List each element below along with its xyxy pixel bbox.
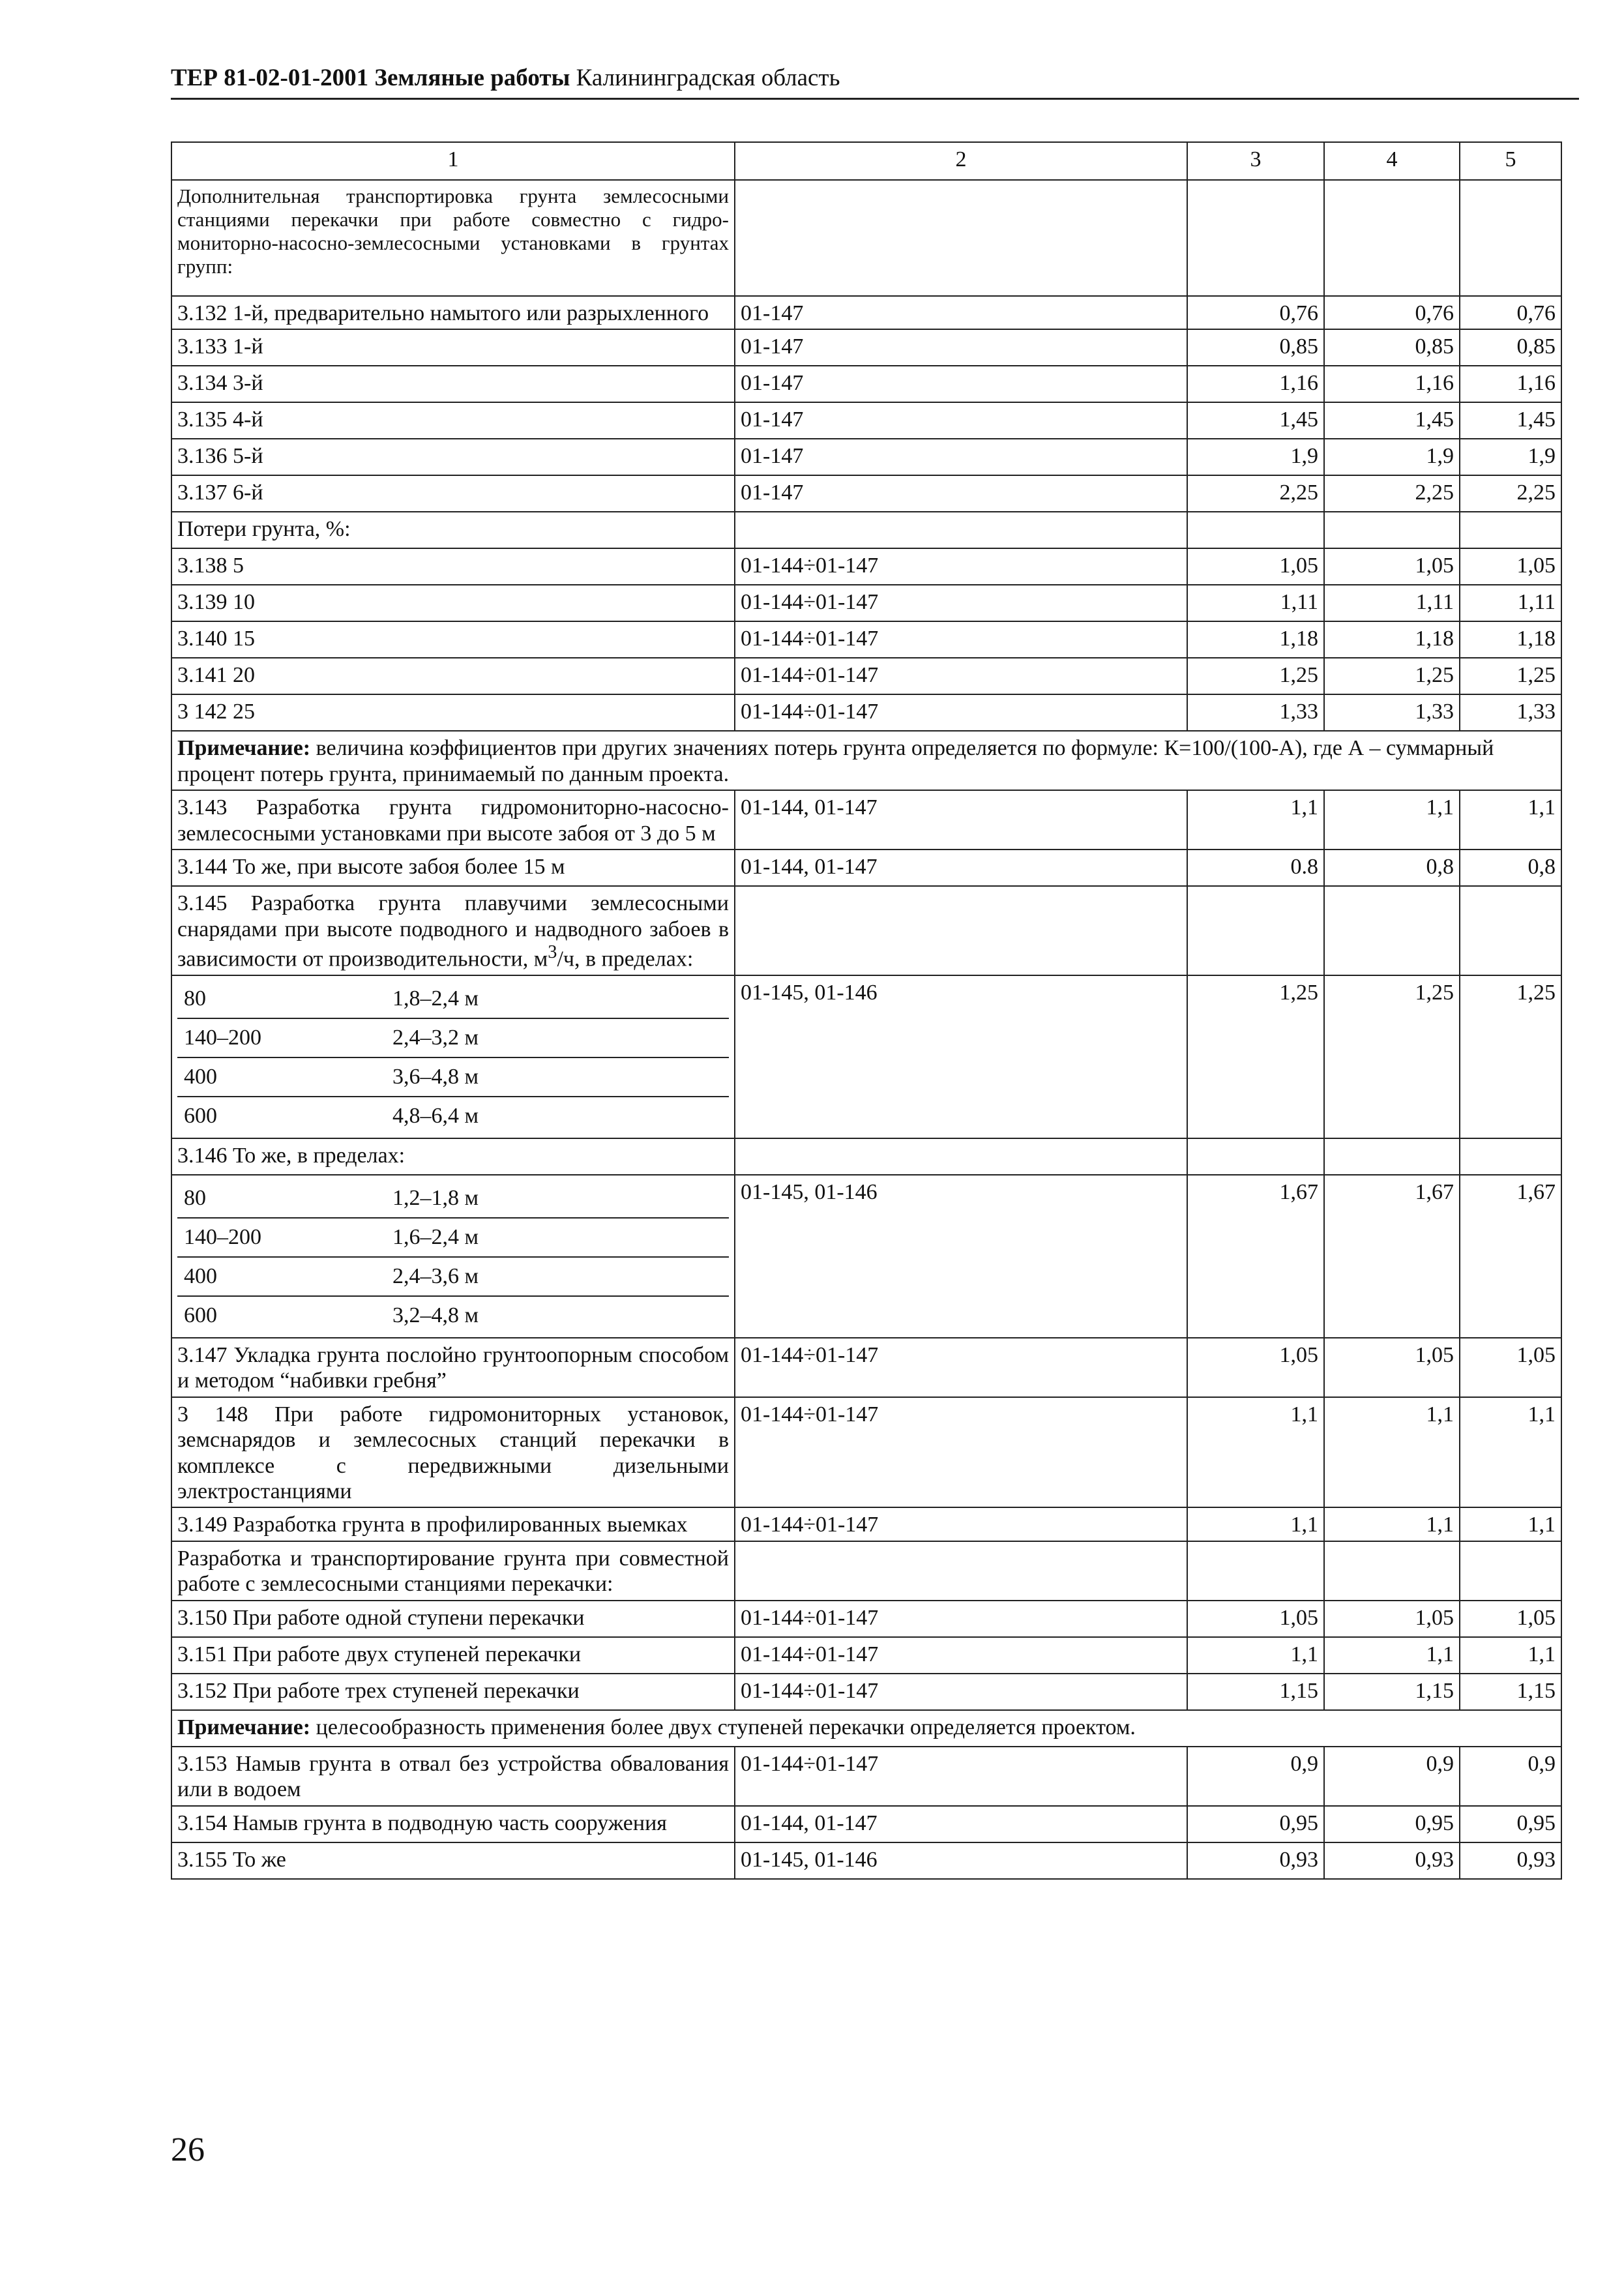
table-row [171, 1338, 1561, 1397]
face-height: 2,4–3,2 м [392, 1026, 479, 1050]
row-code: 01-147 [735, 366, 1187, 402]
row-name: 3.151 При работе двух ступеней перекачки [171, 1637, 735, 1674]
row-value-4: 0,85 [1324, 329, 1460, 366]
table-row [171, 790, 1561, 850]
table-row [171, 1507, 1561, 1541]
table-row [171, 548, 1561, 585]
note [171, 1710, 1561, 1747]
section-title: Разработка и транспортирование грунта при совместной работе с землесосными станциями перекачки: [171, 1541, 735, 1601]
face-height: 1,6–2,4 м [392, 1225, 479, 1250]
row-code: 01-147 [735, 439, 1187, 475]
row-code: 01-144÷01-147 [735, 1601, 1187, 1637]
row-name: 3.155 То же [171, 1842, 735, 1879]
note-label: Примечание: [177, 736, 311, 761]
sub-row [177, 1219, 729, 1258]
row-value-4: 1,16 [1324, 366, 1460, 402]
table-header-row [171, 142, 1561, 180]
row-value-3: 0,76 [1187, 296, 1324, 329]
face-height: 3,6–4,8 м [392, 1065, 479, 1089]
row-name: 3.144 То же, при высоте забоя более 15 м [171, 850, 735, 886]
row-name: 3.153 Намыв грунта в отвал без устройства обвалования или в водоем [171, 1747, 735, 1806]
row-value-4: 1,18 [1324, 621, 1460, 658]
row-value-3: 1,11 [1187, 585, 1324, 621]
row-value-4: 0,9 [1324, 1747, 1460, 1806]
row-code: 01-144÷01-147 [735, 621, 1187, 658]
document-region: Калининградская область [576, 65, 840, 91]
row-value-4: 1,15 [1324, 1674, 1460, 1710]
row-code: 01-144÷01-147 [735, 658, 1187, 694]
row-value-4: 1,25 [1324, 975, 1460, 1138]
row-value-5: 1,05 [1460, 548, 1561, 585]
section-title-row [171, 886, 1561, 975]
row-name: 3.135 4-й [171, 402, 735, 439]
sub-row [177, 1179, 729, 1219]
productivity-value: 400 [184, 1065, 217, 1089]
row-name: 3.143 Разработка грунта гидромониторно-насосно-землесосными установками при высоте забоя от 3 до 5 м [171, 790, 735, 850]
section-title-row [171, 180, 1561, 296]
table-row [171, 1842, 1561, 1879]
row-value-4: 0,8 [1324, 850, 1460, 886]
column-header: 2 [735, 142, 1187, 180]
row-value-4: 1,67 [1324, 1175, 1460, 1338]
page-number: 26 [171, 2131, 205, 2168]
table-row [171, 1397, 1561, 1508]
table-row [171, 1674, 1561, 1710]
row-name: 3.140 15 [171, 621, 735, 658]
table-row [171, 329, 1561, 366]
row-name: 3.139 10 [171, 585, 735, 621]
productivity-subtable [171, 975, 735, 1138]
row-value-5: 0,9 [1460, 1747, 1561, 1806]
row-code: 01-145, 01-146 [735, 975, 1187, 1138]
row-code: 01-147 [735, 329, 1187, 366]
row-value-5: 0,93 [1460, 1842, 1561, 1879]
note-row [171, 731, 1561, 790]
row-name: 3.150 При работе одной ступени перекачки [171, 1601, 735, 1637]
row-value-3: 0,85 [1187, 329, 1324, 366]
row-value-4: 1,25 [1324, 658, 1460, 694]
table-row [171, 366, 1561, 402]
row-name: 3.152 При работе трех ступеней перекачки [171, 1674, 735, 1710]
row-code: 01-144÷01-147 [735, 585, 1187, 621]
productivity-value: 80 [184, 1186, 206, 1211]
document-code: ТЕР 81-02-01-2001 Земляные работы [171, 65, 570, 91]
row-value-5: 1,45 [1460, 402, 1561, 439]
row-code: 01-144÷01-147 [735, 1507, 1187, 1541]
note [171, 731, 1561, 790]
row-code: 01-144÷01-147 [735, 1397, 1187, 1508]
row-code: 01-144÷01-147 [735, 1338, 1187, 1397]
table-row [171, 439, 1561, 475]
row-value-3: 1,15 [1187, 1674, 1324, 1710]
row-code: 01-147 [735, 475, 1187, 512]
row-value-5: 1,9 [1460, 439, 1561, 475]
face-height: 1,8–2,4 м [392, 986, 479, 1011]
row-value-3: 1,1 [1187, 1637, 1324, 1674]
row-value-5: 1,1 [1460, 1507, 1561, 1541]
sub-row [177, 1297, 729, 1335]
row-value-4: 2,25 [1324, 475, 1460, 512]
productivity-value: 80 [184, 986, 206, 1011]
row-code: 01-147 [735, 402, 1187, 439]
row-code: 01-145, 01-146 [735, 1842, 1187, 1879]
row-value-5: 1,67 [1460, 1175, 1561, 1338]
header-divider [171, 98, 1579, 100]
face-height: 3,2–4,8 м [392, 1303, 479, 1328]
row-value-4: 1,45 [1324, 402, 1460, 439]
column-header: 5 [1460, 142, 1561, 180]
table-row [171, 402, 1561, 439]
row-value-5: 1,1 [1460, 790, 1561, 850]
row-value-3: 1,9 [1187, 439, 1324, 475]
row-name: 3.136 5-й [171, 439, 735, 475]
row-value-3: 1,67 [1187, 1175, 1324, 1338]
row-value-3: 1,05 [1187, 1601, 1324, 1637]
sub-row [177, 1258, 729, 1297]
row-code: 01-144, 01-147 [735, 850, 1187, 886]
table-row [171, 694, 1561, 731]
row-value-3: 1,33 [1187, 694, 1324, 731]
table-row [171, 975, 1561, 1138]
table-row [171, 658, 1561, 694]
face-height: 1,2–1,8 м [392, 1186, 479, 1211]
note-label: Примечание: [177, 1715, 311, 1739]
row-value-5: 1,25 [1460, 658, 1561, 694]
row-value-3: 0.8 [1187, 850, 1324, 886]
productivity-value: 140–200 [184, 1225, 261, 1250]
page-header [171, 64, 840, 92]
row-value-3: 1,1 [1187, 790, 1324, 850]
row-value-4: 1,1 [1324, 790, 1460, 850]
row-value-5: 1,25 [1460, 975, 1561, 1138]
row-value-5: 1,1 [1460, 1637, 1561, 1674]
column-header: 3 [1187, 142, 1324, 180]
section-title-row [171, 1138, 1561, 1175]
row-name: 3 148 При работе гидромониторных установок, земснарядов и землесосных станций перекачки в комплексе с передвижными дизельными электростанциями [171, 1397, 735, 1508]
row-value-4: 1,05 [1324, 1601, 1460, 1637]
row-value-3: 1,1 [1187, 1397, 1324, 1508]
face-height: 4,8–6,4 м [392, 1104, 479, 1129]
table-row [171, 1601, 1561, 1637]
section-title: 3.146 То же, в пределах: [171, 1138, 735, 1175]
row-value-3: 1,1 [1187, 1507, 1324, 1541]
row-name: 3.141 20 [171, 658, 735, 694]
row-value-5: 1,05 [1460, 1338, 1561, 1397]
row-code: 01-144÷01-147 [735, 1747, 1187, 1806]
row-value-5: 1,16 [1460, 366, 1561, 402]
row-value-5: 0,85 [1460, 329, 1561, 366]
row-value-4: 1,05 [1324, 548, 1460, 585]
row-value-3: 0,95 [1187, 1806, 1324, 1842]
row-value-3: 1,25 [1187, 975, 1324, 1138]
row-value-3: 1,25 [1187, 658, 1324, 694]
column-header: 1 [171, 142, 735, 180]
section-title: Дополнительная транспортировка грунта землесосными станциями перекачки при работе совместно с гидро-мониторно-насосно-землесосными установками в грунтах групп: [171, 180, 735, 296]
row-value-4: 1,9 [1324, 439, 1460, 475]
section-title: Потери грунта, %: [171, 512, 735, 548]
table-row [171, 1747, 1561, 1806]
sub-row [177, 980, 729, 1019]
section-title: 3.145 Разработка грунта плавучими землесосными снарядами при высоте подводного и надводного забоев в зависимости от производительности, $м^3/ч$, в пределах: [171, 886, 735, 975]
table-row [171, 585, 1561, 621]
row-value-5: 1,15 [1460, 1674, 1561, 1710]
row-name: 3.154 Намыв грунта в подводную часть сооружения [171, 1806, 735, 1842]
row-value-4: 1,33 [1324, 694, 1460, 731]
table-row [171, 850, 1561, 886]
face-height: 2,4–3,6 м [392, 1264, 479, 1289]
row-value-4: 0,95 [1324, 1806, 1460, 1842]
column-header: 4 [1324, 142, 1460, 180]
row-name: 3.138 5 [171, 548, 735, 585]
table-row [171, 296, 1561, 329]
note-text: величина коэффициентов при других значениях потерь грунта определяется по формуле: К=100/(100-А), где А – суммарный процент потерь грунта, принимаемый по данным проекта. [177, 736, 1494, 786]
row-code: 01-144÷01-147 [735, 1637, 1187, 1674]
row-value-5: 1,18 [1460, 621, 1561, 658]
table-row [171, 1175, 1561, 1338]
row-code: 01-144÷01-147 [735, 548, 1187, 585]
section-title-row [171, 512, 1561, 548]
row-value-5: 2,25 [1460, 475, 1561, 512]
row-name: 3.132 1-й, предварительно намытого или разрыхленного [171, 296, 735, 329]
note-text: целесообразность применения более двух ступеней перекачки определяется проектом. [310, 1715, 1136, 1739]
row-value-4: 0,76 [1324, 296, 1460, 329]
row-value-3: 0,9 [1187, 1747, 1324, 1806]
row-value-5: 0,8 [1460, 850, 1561, 886]
productivity-value: 600 [184, 1303, 217, 1328]
row-code: 01-145, 01-146 [735, 1175, 1187, 1338]
row-name: 3.137 6-й [171, 475, 735, 512]
row-code: 01-144÷01-147 [735, 1674, 1187, 1710]
table-row [171, 621, 1561, 658]
productivity-value: 140–200 [184, 1026, 261, 1050]
productivity-subtable [171, 1175, 735, 1338]
row-value-4: 1,11 [1324, 585, 1460, 621]
row-value-5: 1,33 [1460, 694, 1561, 731]
row-name: 3.147 Укладка грунта послойно грунтоопорным способом и методом “набивки гребня” [171, 1338, 735, 1397]
sub-row [177, 1019, 729, 1058]
table-row [171, 475, 1561, 512]
row-value-4: 1,05 [1324, 1338, 1460, 1397]
row-value-4: 0,93 [1324, 1842, 1460, 1879]
row-value-3: 1,05 [1187, 1338, 1324, 1397]
row-value-4: 1,1 [1324, 1397, 1460, 1508]
row-name: 3.134 3-й [171, 366, 735, 402]
row-code: 01-144, 01-147 [735, 1806, 1187, 1842]
section-title-row [171, 1541, 1561, 1601]
sub-row [177, 1058, 729, 1097]
row-code: 01-144÷01-147 [735, 694, 1187, 731]
sub-row [177, 1097, 729, 1135]
row-value-3: 2,25 [1187, 475, 1324, 512]
row-value-4: 1,1 [1324, 1637, 1460, 1674]
coefficients-table [171, 141, 1562, 1880]
row-value-3: 1,05 [1187, 548, 1324, 585]
row-value-5: 0,95 [1460, 1806, 1561, 1842]
row-value-5: 1,05 [1460, 1601, 1561, 1637]
row-value-5: 0,76 [1460, 296, 1561, 329]
row-name: 3.133 1-й [171, 329, 735, 366]
row-value-3: 1,16 [1187, 366, 1324, 402]
table-row [171, 1637, 1561, 1674]
row-name: 3 142 25 [171, 694, 735, 731]
note-row [171, 1710, 1561, 1747]
row-value-4: 1,1 [1324, 1507, 1460, 1541]
row-name: 3.149 Разработка грунта в профилированных выемках [171, 1507, 735, 1541]
row-value-3: 1,18 [1187, 621, 1324, 658]
table-row [171, 1806, 1561, 1842]
row-value-5: 1,1 [1460, 1397, 1561, 1508]
row-code: 01-144, 01-147 [735, 790, 1187, 850]
row-value-3: 0,93 [1187, 1842, 1324, 1879]
row-value-5: 1,11 [1460, 585, 1561, 621]
row-value-3: 1,45 [1187, 402, 1324, 439]
productivity-value: 400 [184, 1264, 217, 1289]
productivity-value: 600 [184, 1104, 217, 1129]
row-code: 01-147 [735, 296, 1187, 329]
